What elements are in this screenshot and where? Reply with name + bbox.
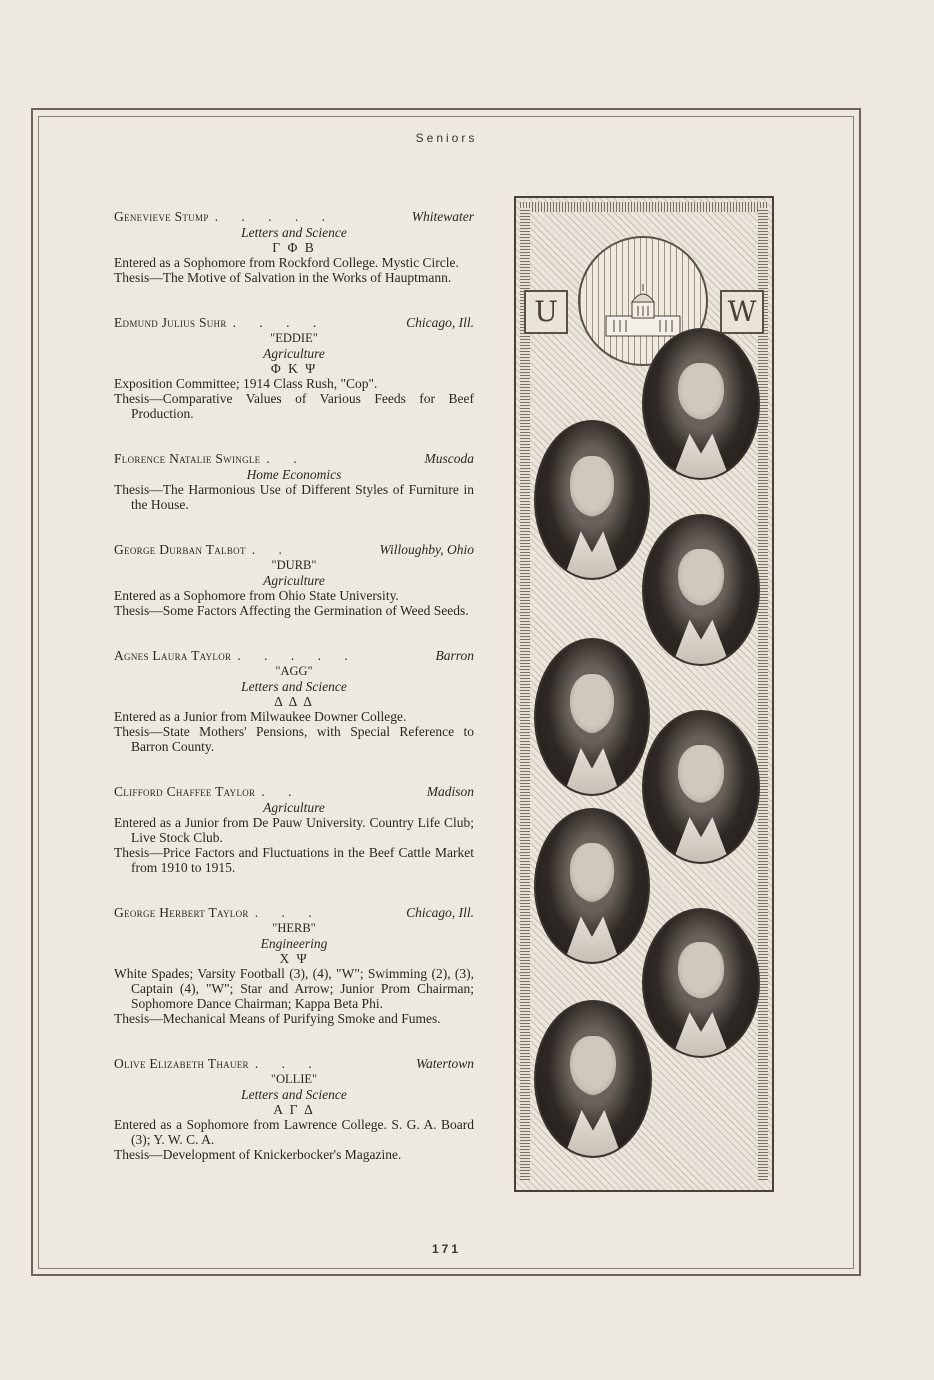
name-line <box>114 209 474 225</box>
monogram-left: U <box>524 290 568 334</box>
name-line <box>114 648 474 664</box>
senior-entry <box>114 209 474 285</box>
senior-entry <box>114 542 474 618</box>
hometown: Willoughby, Ohio <box>379 542 474 557</box>
thesis-text: Thesis—The Harmonious Use of Different Styles of Furniture in the House. <box>114 482 474 512</box>
portrait-photo <box>642 328 760 480</box>
activities-text: Exposition Committee; 1914 Class Rush, "Cop". <box>114 376 378 391</box>
senior-name: Florence Natalie Swingle <box>114 451 261 466</box>
portrait-photo <box>534 420 650 580</box>
portrait-photo <box>534 808 650 964</box>
senior-entry <box>114 648 474 754</box>
thesis-text: Thesis—Comparative Values of Various Feeds for Beef Production. <box>114 391 474 421</box>
senior-entry <box>114 905 474 1026</box>
nickname: "HERB" <box>272 921 316 935</box>
leader-dots: . . . <box>254 905 322 920</box>
activities-text: Entered as a Junior from De Pauw University. Country Life Club; Live Stock Club. <box>114 815 474 845</box>
thesis-text: Thesis—Mechanical Means of Purifying Smoke and Fumes. <box>114 1011 441 1026</box>
senior-name: Edmund Julius Suhr <box>114 315 227 330</box>
greek-letters: Φ Κ Ψ <box>270 361 318 376</box>
senior-entry <box>114 451 474 512</box>
leader-dots: . . . . . <box>214 209 335 224</box>
portrait-photo <box>642 710 760 864</box>
hometown: Chicago, Ill. <box>406 905 474 920</box>
hometown: Chicago, Ill. <box>406 315 474 330</box>
activities-text: Entered as a Junior from Milwaukee Downer College. <box>114 709 407 724</box>
thesis-text: Thesis—Some Factors Affecting the Germination of Weed Seeds. <box>114 603 469 618</box>
panel-border-top <box>520 202 768 212</box>
senior-entry <box>114 1056 474 1162</box>
portrait-photo <box>642 514 760 666</box>
senior-name: George Herbert Taylor <box>114 905 249 920</box>
capitol-building-icon <box>602 282 684 342</box>
hometown: Watertown <box>415 1056 474 1071</box>
department: Agriculture <box>263 346 325 361</box>
activities-text: Entered as a Sophomore from Lawrence College. S. G. A. Board (3); Y. W. C. A. <box>114 1117 474 1147</box>
senior-entry <box>114 784 474 875</box>
hometown: Madison <box>426 784 474 799</box>
portrait-panel <box>514 196 774 1192</box>
thesis-text: Thesis—State Mothers' Pensions, with Special Reference to Barron County. <box>114 724 474 754</box>
senior-entries <box>114 209 474 1162</box>
running-head: Seniors <box>415 131 478 145</box>
name-line <box>114 542 474 558</box>
senior-name: George Durban Talbot <box>114 542 246 557</box>
name-line <box>114 784 474 800</box>
department: Agriculture <box>263 573 325 588</box>
name-line <box>114 315 474 331</box>
nickname: "EDDIE" <box>270 331 318 345</box>
greek-letters: Γ Φ Β <box>272 240 316 255</box>
page-number: 171 <box>431 1242 462 1256</box>
nickname: "AGG" <box>275 664 313 678</box>
department: Letters and Science <box>241 1087 347 1102</box>
department: Engineering <box>260 936 328 951</box>
leader-dots: . . . . . <box>237 648 358 663</box>
senior-name: Agnes Laura Taylor <box>114 648 232 663</box>
nickname: "DURB" <box>271 558 317 572</box>
senior-name: Genevieve Stump <box>114 209 209 224</box>
hometown: Whitewater <box>411 209 474 224</box>
department: Letters and Science <box>241 225 347 240</box>
hometown: Muscoda <box>424 451 474 466</box>
thesis-text: Thesis—Price Factors and Fluctuations in the Beef Cattle Market from 1910 to 1915. <box>114 845 474 875</box>
leader-dots: . . <box>251 542 292 557</box>
portrait-photo <box>534 638 650 796</box>
portrait-photo <box>642 908 760 1058</box>
greek-letters: Δ Δ Δ <box>274 694 314 709</box>
greek-letters: Χ Ψ <box>279 951 309 966</box>
thesis-text: Thesis—Development of Knickerbocker's Magazine. <box>114 1147 402 1162</box>
department: Agriculture <box>263 800 325 815</box>
department: Letters and Science <box>241 679 347 694</box>
monogram-right: W <box>720 290 764 334</box>
name-line <box>114 451 474 467</box>
panel-border-left <box>520 208 530 1180</box>
leader-dots: . . <box>266 451 307 466</box>
leader-dots: . . <box>261 784 302 799</box>
leader-dots: . . . . <box>232 315 327 330</box>
senior-entry <box>114 315 474 421</box>
leader-dots: . . . <box>254 1056 322 1071</box>
senior-name: Olive Elizabeth Thauer <box>114 1056 249 1071</box>
activities-text: Entered as a Sophomore from Ohio State University. <box>114 588 399 603</box>
greek-letters: Α Γ Δ <box>273 1102 315 1117</box>
hometown: Barron <box>435 648 474 663</box>
thesis-text: Thesis—The Motive of Salvation in the Works of Hauptmann. <box>114 270 452 285</box>
panel-border-right <box>758 208 768 1180</box>
name-line <box>114 905 474 921</box>
name-line <box>114 1056 474 1072</box>
activities-text: White Spades; Varsity Football (3), (4), "W"; Swimming (2), (3), Captain (4), "W"; Star and Arrow; Junior Prom Chairman; Sophomore Dance Chairman; Kappa Beta Phi. <box>114 966 474 1011</box>
portrait-photo <box>534 1000 652 1158</box>
nickname: "OLLIE" <box>270 1072 318 1086</box>
senior-name: Clifford Chaffee Taylor <box>114 784 256 799</box>
department: Home Economics <box>246 467 342 482</box>
activities-text: Entered as a Sophomore from Rockford College. Mystic Circle. <box>114 255 459 270</box>
